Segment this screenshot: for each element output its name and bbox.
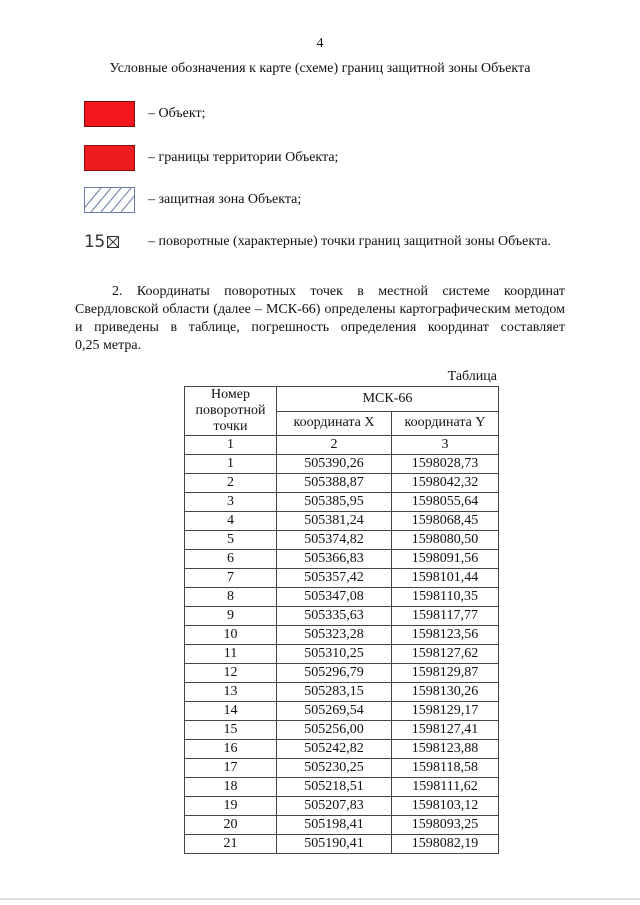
legend-title: Условные обозначения к карте (схеме) границ защитной зоны Объекта (109, 61, 531, 76)
legend-item-object (84, 100, 205, 128)
x-coordinate-cell: 505366,83 (277, 550, 392, 569)
point-number-cell: 17 (185, 759, 277, 778)
y-coordinate-cell: 1598111,62 (392, 778, 499, 797)
x-coordinate-cell: 505190,41 (277, 835, 392, 854)
hatch-pattern-icon (84, 187, 135, 213)
coordinates-table (184, 386, 499, 854)
table-row (185, 626, 499, 645)
y-coordinate-cell: 1598091,56 (392, 550, 499, 569)
point-number-cell: 7 (185, 569, 277, 588)
x-coordinate-cell: 505269,54 (277, 702, 392, 721)
y-coordinate-cell: 1598129,17 (392, 702, 499, 721)
column-number: 2 (277, 436, 392, 455)
point-number-cell: 6 (185, 550, 277, 569)
point-number-cell: 21 (185, 835, 277, 854)
paragraph-line: 2. Координаты поворотных точек в местной системе координат (112, 284, 565, 299)
x-coordinate-cell: 505198,41 (277, 816, 392, 835)
x-coordinate-cell: 505347,08 (277, 588, 392, 607)
y-coordinate-cell: 1598028,73 (392, 455, 499, 474)
paragraph-line: Свердловской области (далее – МСК-66) определены картографическим методом (75, 302, 565, 317)
turning-point-symbol (84, 229, 135, 255)
paragraph-line: 0,25 метра. (75, 338, 142, 353)
point-number-cell: 9 (185, 607, 277, 626)
x-coordinate-cell: 505310,25 (277, 645, 392, 664)
x-coordinate-cell: 505283,15 (277, 683, 392, 702)
table-row (185, 835, 499, 854)
page-number: 4 (316, 36, 324, 51)
x-coordinate-cell: 505374,82 (277, 531, 392, 550)
table-row (185, 721, 499, 740)
table-row (185, 512, 499, 531)
y-coordinate-cell: 1598118,58 (392, 759, 499, 778)
header-point-number: Номер поворотной точки (185, 387, 277, 436)
table-caption: Таблица (447, 369, 497, 384)
legend-label: – границы территории Объекта; (148, 150, 339, 165)
point-number-cell: 8 (185, 588, 277, 607)
paragraph-line: и приведены в таблице, погрешность определения координат составляет (75, 320, 565, 335)
point-number-cell: 19 (185, 797, 277, 816)
x-coordinate-cell: 505218,51 (277, 778, 392, 797)
column-number: 3 (392, 436, 499, 455)
point-number-cell: 10 (185, 626, 277, 645)
point-number-cell: 13 (185, 683, 277, 702)
point-number-cell: 16 (185, 740, 277, 759)
legend-label: – защитная зона Объекта; (148, 192, 302, 207)
legend-item-territory-boundary (84, 144, 338, 172)
x-coordinate-cell: 505323,28 (277, 626, 392, 645)
x-coordinate-cell: 505390,26 (277, 455, 392, 474)
legend-label: – поворотные (характерные) точки границ защитной зоны Объекта. (148, 234, 551, 249)
legend-label: – Объект; (148, 106, 206, 121)
table-body (185, 455, 499, 854)
point-number-cell: 11 (185, 645, 277, 664)
y-coordinate-cell: 1598093,25 (392, 816, 499, 835)
territory-boundary-swatch (84, 145, 135, 171)
point-number-cell: 20 (185, 816, 277, 835)
y-coordinate-cell: 1598127,41 (392, 721, 499, 740)
x-coordinate-cell: 505296,79 (277, 664, 392, 683)
x-coordinate-cell: 505388,87 (277, 474, 392, 493)
x-coordinate-cell: 505381,24 (277, 512, 392, 531)
table-row (185, 683, 499, 702)
crossed-square-icon (107, 236, 119, 248)
y-coordinate-cell: 1598123,56 (392, 626, 499, 645)
table-row (185, 664, 499, 683)
table-row (185, 550, 499, 569)
header-system: МСК-66 (277, 387, 499, 412)
table-row (185, 455, 499, 474)
point-number-label: 15 (84, 232, 105, 252)
y-coordinate-cell: 1598082,19 (392, 835, 499, 854)
table-row (185, 645, 499, 664)
table-row (185, 702, 499, 721)
point-number-cell: 5 (185, 531, 277, 550)
table-row (185, 778, 499, 797)
point-number-cell: 15 (185, 721, 277, 740)
y-coordinate-cell: 1598101,44 (392, 569, 499, 588)
table-row (185, 474, 499, 493)
column-number: 1 (185, 436, 277, 455)
point-number-cell: 1 (185, 455, 277, 474)
legend-item-turning-point (84, 228, 551, 256)
y-coordinate-cell: 1598042,32 (392, 474, 499, 493)
y-coordinate-cell: 1598123,88 (392, 740, 499, 759)
table-row (185, 607, 499, 626)
point-number-cell: 4 (185, 512, 277, 531)
table-row (185, 493, 499, 512)
page-edge (0, 898, 640, 900)
table-row (185, 588, 499, 607)
x-coordinate-cell: 505207,83 (277, 797, 392, 816)
y-coordinate-cell: 1598055,64 (392, 493, 499, 512)
y-coordinate-cell: 1598103,12 (392, 797, 499, 816)
table-row (185, 531, 499, 550)
y-coordinate-cell: 1598129,87 (392, 664, 499, 683)
point-number-cell: 2 (185, 474, 277, 493)
header-y: координата Y (392, 411, 499, 436)
point-number-cell: 18 (185, 778, 277, 797)
table-row (185, 759, 499, 778)
y-coordinate-cell: 1598117,77 (392, 607, 499, 626)
y-coordinate-cell: 1598127,62 (392, 645, 499, 664)
y-coordinate-cell: 1598080,50 (392, 531, 499, 550)
point-number-cell: 12 (185, 664, 277, 683)
table-row (185, 569, 499, 588)
y-coordinate-cell: 1598110,35 (392, 588, 499, 607)
point-number-cell: 14 (185, 702, 277, 721)
x-coordinate-cell: 505256,00 (277, 721, 392, 740)
legend-item-protection-zone (84, 186, 301, 214)
y-coordinate-cell: 1598068,45 (392, 512, 499, 531)
object-swatch (84, 101, 135, 127)
x-coordinate-cell: 505357,42 (277, 569, 392, 588)
y-coordinate-cell: 1598130,26 (392, 683, 499, 702)
x-coordinate-cell: 505230,25 (277, 759, 392, 778)
table-row (185, 816, 499, 835)
x-coordinate-cell: 505242,82 (277, 740, 392, 759)
point-number-cell: 3 (185, 493, 277, 512)
x-coordinate-cell: 505335,63 (277, 607, 392, 626)
table-row (185, 797, 499, 816)
header-x: координата X (277, 411, 392, 436)
coordinates-paragraph (75, 283, 565, 355)
x-coordinate-cell: 505385,95 (277, 493, 392, 512)
table-row (185, 740, 499, 759)
